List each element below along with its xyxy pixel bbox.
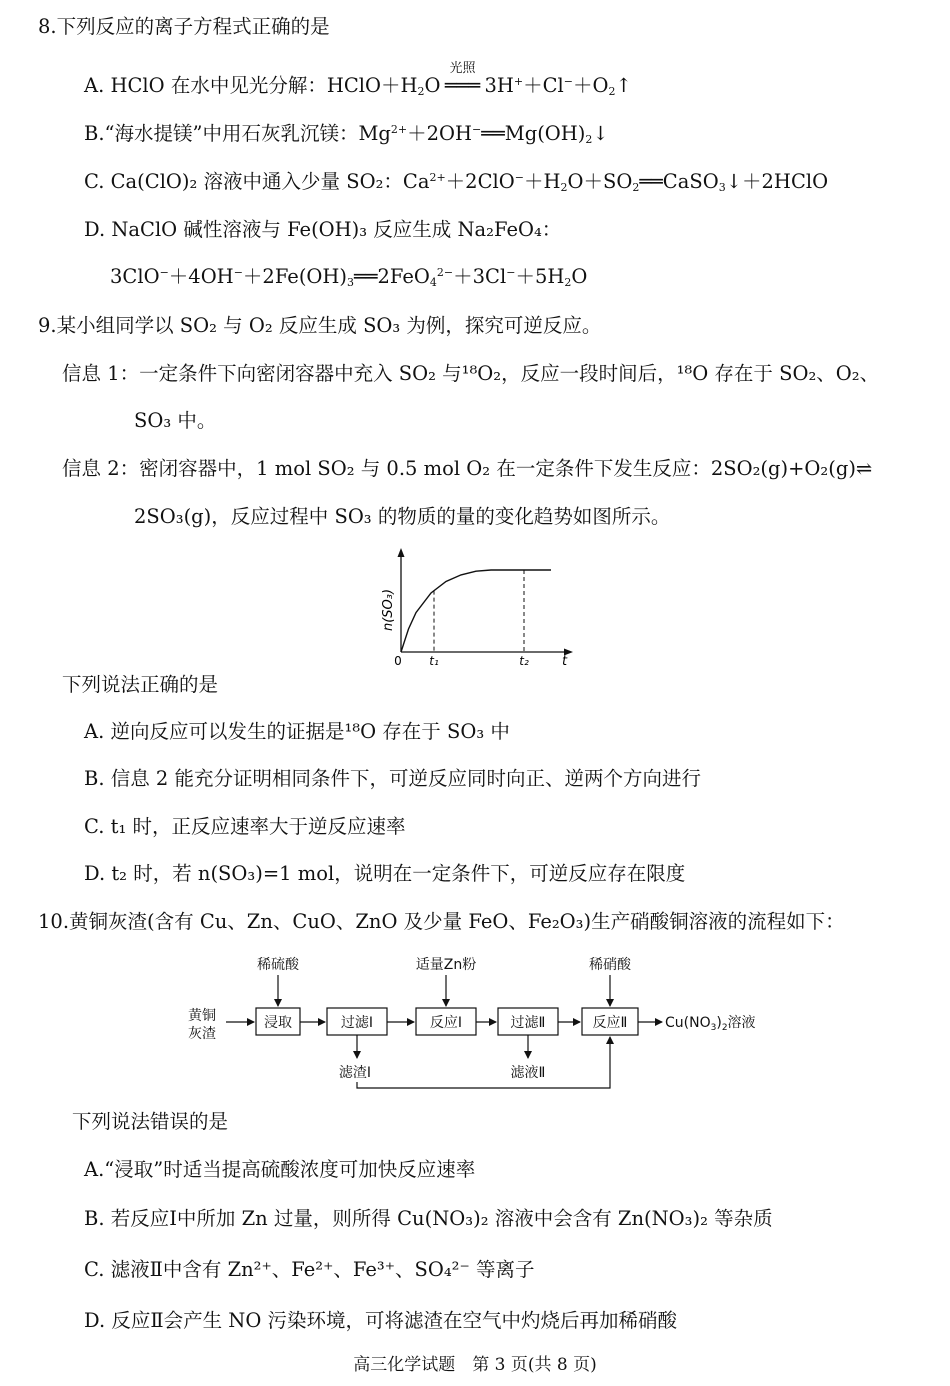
graph-origin-label: 0 (394, 654, 402, 668)
q9-option-a: A. 逆向反应可以发生的证据是¹⁸O 存在于 SO₃ 中 (84, 720, 510, 743)
q10-option-b: B. 若反应Ⅰ中所加 Zn 过量，则所得 Cu(NO₃)₂ 溶液中会含有 Zn(NO₃)₂ 等杂质 (84, 1207, 773, 1230)
so3-curve (401, 570, 551, 652)
flow-step-filter1: 过滤Ⅰ (340, 1015, 374, 1031)
q8-option-b: B.“海水提镁”中用石灰乳沉镁：$Mg^{2+}+2OH^-══Mg(OH)_2↓$ (84, 122, 609, 146)
q8-option-c-text: C. Ca(ClO)₂ 溶液中通入少量 SO₂： (84, 170, 403, 193)
flow-input-label-2: 灰渣 (188, 1026, 216, 1042)
flow-step-filter2: 过滤Ⅱ (510, 1015, 546, 1031)
q10-option-c: C. 滤液Ⅱ中含有 Zn²⁺、Fe²⁺、Fe³⁺、SO₄²⁻ 等离子 (84, 1258, 535, 1281)
so3-amount-graph (372, 548, 582, 670)
q9-stem: 9.某小组同学以 SO₂ 与 O₂ 反应生成 SO₃ 为例，探究可逆反应。 (38, 314, 602, 337)
flow-residue1: 滤渣Ⅰ (338, 1065, 372, 1081)
q8-option-b-text: B.“海水提镁”中用石灰乳沉镁： (84, 122, 359, 145)
flow-reagent-zn: 适量Zn粉 (415, 957, 477, 973)
q8-option-a-condition: 光照 (449, 61, 476, 76)
q8-option-a-text: A. HClO 在水中见光分解： (84, 74, 327, 97)
flow-filtrate2: 滤液Ⅱ (510, 1065, 546, 1081)
q9-info2: 信息 2：密闭容器中，1 mol SO₂ 与 0.5 mol O₂ 在一定条件下发生反应：2SO₂(g)+O₂(g)⇌ (62, 457, 873, 480)
graph-y-arrow (398, 548, 405, 557)
q10-option-a: A.“浸取”时适当提高硫酸浓度可加快反应速率 (84, 1158, 476, 1181)
flow-reagent-h2so4: 稀硫酸 (257, 957, 299, 973)
graph-x-label: t (562, 654, 568, 669)
q8-option-d-equation: $3ClO^-+4OH^-+2Fe(OH)_3══2FeO_4^{2-}+3Cl^-+5H_2O$ (110, 265, 588, 289)
q8-option-c: C. Ca(ClO)₂ 溶液中通入少量 SO₂：$Ca^{2+}+2ClO^-+H_2O+SO_2══CaSO_3↓+2HClO$ (84, 170, 829, 194)
graph-t1-label: t₁ (429, 654, 439, 668)
q8-option-a: A. HClO 在水中见光分解：$HClO+H_2O$ 光照 ═══ $3H^++Cl^-+O_2↑$ (84, 73, 632, 99)
flow-step-reaction2: 反应Ⅱ (592, 1015, 628, 1031)
q9-info2-cont: 2SO₃(g)，反应过程中 SO₃ 的物质的量的变化趋势如图所示。 (134, 505, 671, 528)
q9-option-b: B. 信息 2 能充分证明相同条件下，可逆反应同时向正、逆两个方向进行 (84, 767, 702, 790)
flow-input-label-1: 黄铜 (188, 1008, 216, 1024)
page-footer: 高三化学试题 第 3 页(共 8 页) (353, 1355, 597, 1375)
q10-prompt: 下列说法错误的是 (72, 1110, 229, 1133)
graph-y-label: n(SO₃) (381, 588, 396, 632)
q9-prompt: 下列说法正确的是 (62, 673, 219, 696)
flow-step-reaction1: 反应Ⅰ (429, 1015, 463, 1031)
flow-reagent-hno3: 稀硝酸 (589, 957, 631, 973)
q8-option-d: D. NaClO 碱性溶液与 Fe(OH)₃ 反应生成 Na₂FeO₄： (84, 218, 562, 241)
q10-stem: 10.黄铜灰渣(含有 Cu、Zn、CuO、ZnO 及少量 FeO、Fe₂O₃)生产硝酸铜溶液的流程如下： (38, 910, 845, 933)
q9-option-d: D. t₂ 时，若 n(SO₃)=1 mol，说明在一定条件下，可逆反应存在限度 (84, 862, 686, 885)
flow-product: $Cu(NO_3)_2$溶液 (665, 1015, 756, 1033)
graph-t2-label: t₂ (519, 654, 529, 668)
q9-option-c: C. t₁ 时，正反应速率大于逆反应速率 (84, 815, 406, 838)
q9-info1-cont: SO₃ 中。 (134, 409, 217, 432)
q10-option-d: D. 反应Ⅱ会产生 NO 污染环境，可将滤渣在空气中灼烧后再加稀硝酸 (84, 1309, 678, 1332)
flow-return-line (357, 1037, 610, 1088)
q9-info1: 信息 1：一定条件下向密闭容器中充入 SO₂ 与¹⁸O₂，反应一段时间后，¹⁸O 存在于 SO₂、O₂、 (62, 362, 880, 385)
flow-step-leach: 浸取 (264, 1015, 292, 1031)
q8-stem: 8.下列反应的离子方程式正确的是 (38, 15, 330, 38)
process-flow-diagram (180, 950, 780, 1096)
